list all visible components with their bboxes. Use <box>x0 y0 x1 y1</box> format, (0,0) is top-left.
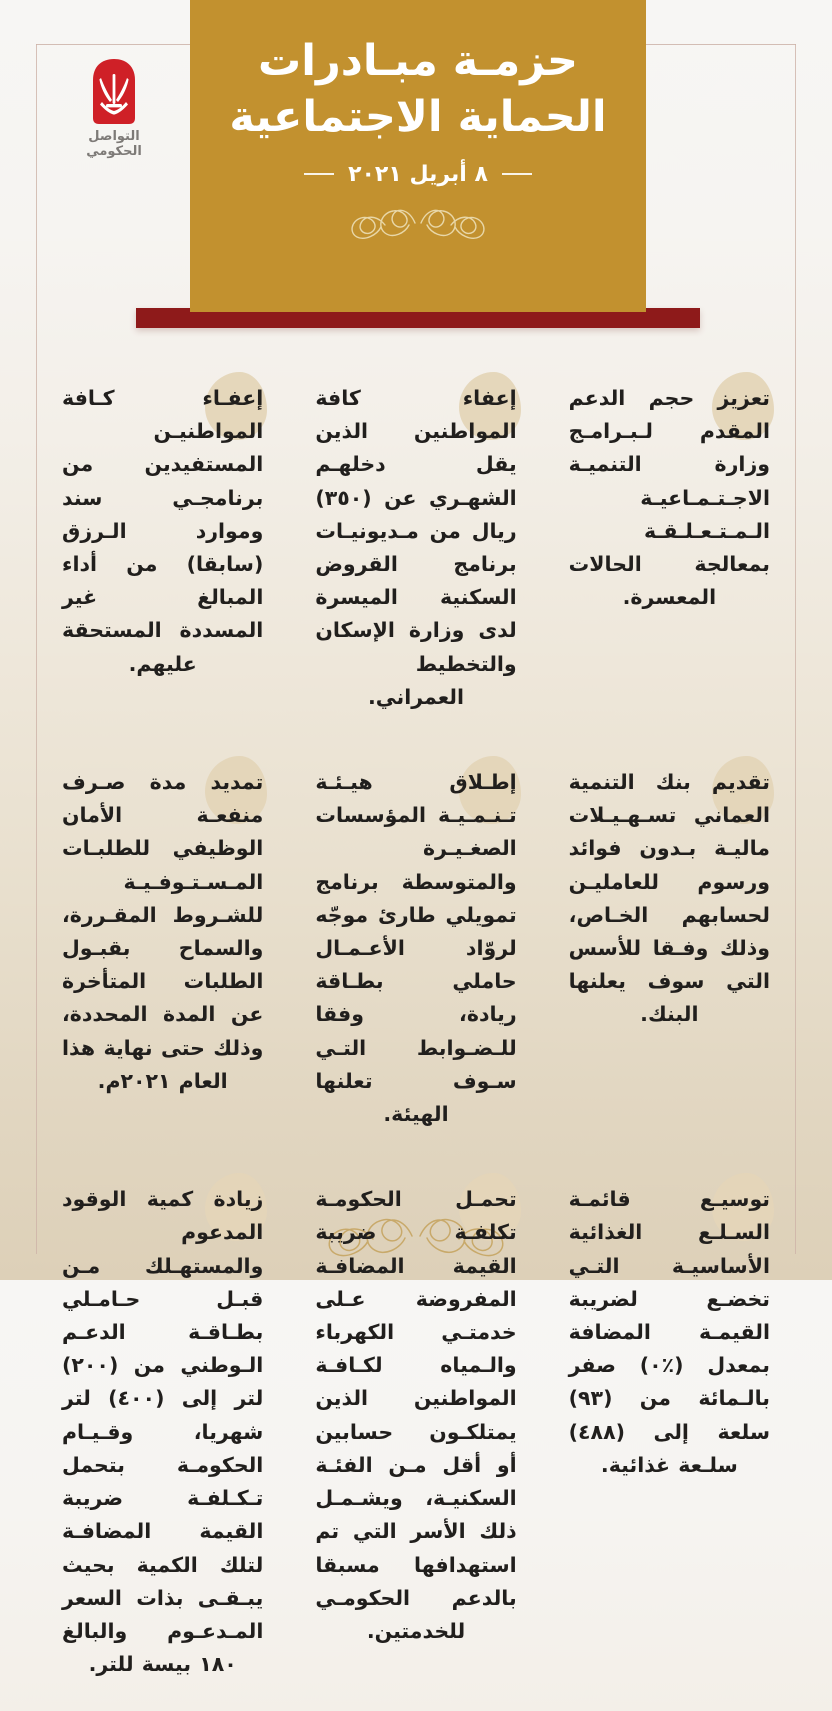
header-banner <box>190 0 646 312</box>
publication-date: ٨ أبريل ٢٠٢١ <box>348 161 488 187</box>
initiative-card <box>289 744 542 1161</box>
header-ornament <box>190 201 646 245</box>
government-communication-logo <box>58 58 170 159</box>
initiative-card <box>36 744 289 1161</box>
date-dash-right <box>502 173 532 175</box>
initiative-text: تمديد مدة صـرف منفعـة الأمان الوظيفي للطلبـات المـسـتـوفـيـة للشـروط المقـررة، والسماح بقبـول الطلبات المتأخرة عن المدة المحددة، وذلك حتى نهاية هذا العام ٢٠٢١م. <box>62 770 264 1093</box>
initiative-text: تقديم بنك التنمية العماني تسـهـيـلات ماليـة بـدون فوائد ورسوم للعامليـن لحسابهم الخـاص، وذلك وفـقا للأسس التي سوف يعلنها البنك. <box>568 770 770 1027</box>
initiative-card <box>36 360 289 744</box>
page-title-line-2: الحماية الاجتماعية <box>229 91 607 142</box>
initiative-card <box>289 360 542 744</box>
page-title-line-1: حزمـة مبـادرات <box>258 36 578 86</box>
page-title <box>190 0 646 146</box>
initiative-text: إعفـاء كـافة المواطنيـن المستفيدين من برنامجـي سند وموارد الـرزق (سابقا) من أداء المبالغ غير المسددة المستحقة عليهم. <box>62 386 264 676</box>
initiative-card <box>289 1161 542 1711</box>
initiative-card <box>543 360 796 744</box>
initiative-text: تعزيز حجم الدعم المقدم لـبـرامـج وزارة التنميـة الاجـتـمـاعيـة الـمـتـعـلـقـة بمعالجة الحالات المعسرة. <box>568 386 770 610</box>
initiative-card <box>36 1161 289 1711</box>
initiative-text: تحمـل الحكومـة تكلفـة ضريبة القيمة المضافـة المفروضة عـلى خدمتـي الكهرباء والـمياه لكـافـة المواطنين الذين يمتلكـون حسابين أو أقل مـن الفئـة السكنيـة، ويشـمـل ذلك الأسر التي تم استهدافها مسبقا بالدعم الحكومـي للخدمتين. <box>315 1187 517 1643</box>
initiative-text: إعفاء كافة المواطنين الذين يقل دخلهـم الشهـري عن (٣٥٠) ريال من مـديونيـات برنامج القروض السكنية الميسرة لدى وزارة الإسكان والتخطيط العمراني. <box>315 386 517 709</box>
logo-line-2: الحكومي <box>86 143 142 159</box>
decorative-swirl-ornament-icon <box>323 201 513 245</box>
logo-line-1: التواصل <box>88 129 140 144</box>
oman-khanjar-emblem-icon <box>88 58 140 126</box>
initiative-text: زيادة كمية الوقود المدعوم والمستهـلك مـن قبـل حـامـلي بطـاقـة الدعـم الـوطني من (٢٠٠) لتر إلى (٤٠٠) لتر شهريا، وقـيـام الحكومـة بتحمل تـكـلفـة ضريبة القيمة المضافـة لتلك الكمية بحيث يبـقـى بذات السعر المـدعـوم والبالغ ١٨٠ بيسة للتر. <box>62 1187 264 1677</box>
initiative-card <box>543 744 796 1161</box>
initiatives-grid <box>36 360 796 1711</box>
initiative-text: إطـلاق هيـئـة تـنـمـيـة المؤسسات الصغـيـرة والمتوسطة برنامج تمويلي طارئ موجّه لروّاد الأعـمـال حاملي بطـاقة ريادة، وفقا للـضـوابط التـي سـوف تعلنها الهيئة. <box>315 770 517 1127</box>
date-dash-left <box>304 173 334 175</box>
publication-date-row <box>190 162 646 187</box>
logo-wordmark <box>58 130 170 159</box>
initiative-card <box>543 1161 796 1711</box>
initiative-text: توسيـع قائمـة السـلـع الغذائية الأساسيـة التـي تخضـع لضريبة القيمـة المضافة بمعدل (٪٠) صفر بالـمائة من (٩٣) سلعة إلى (٤٨٨) سلـعة غذائية. <box>568 1187 770 1477</box>
